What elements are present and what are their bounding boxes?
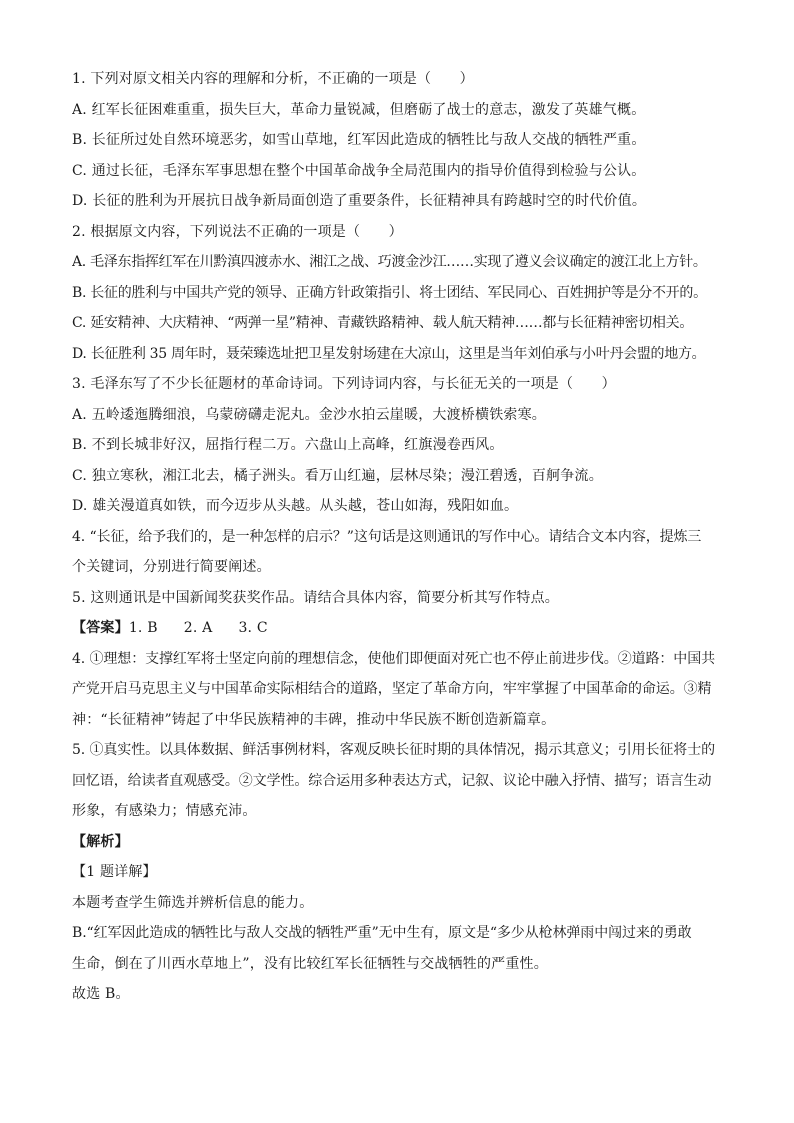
question-3-option-c: C. 独立寒秋，湘江北去，橘子洲头。看万山红遍，层林尽染；漫江碧透，百舸争流。 xyxy=(72,467,603,484)
document-page xyxy=(72,64,724,1010)
question-5-stem: 5. 这则通讯是中国新闻奖获奖作品。请结合具体内容，简要分析其写作特点。 xyxy=(72,589,560,606)
analysis-subheading-1: 【1 题详解】 xyxy=(72,864,157,880)
question-2-stem: 2. 根据原文内容，下列说法不正确的一项是（ ） xyxy=(72,223,403,240)
question-1-option-c: C. 通过长征，毛泽东军事思想在整个中国革命战争全局范围内的指导价值得到检验与公认。 xyxy=(72,162,646,179)
question-2-option-c: C. 延安精神、大庆精神、“两弹一星”精神、青藏铁路精神、载人航天精神……都与长征精神密切相关。 xyxy=(72,315,694,331)
question-2-option-d: D. 长征胜利 35 周年时，聂荣臻选址把卫星发射场建在大凉山，这里是当年刘伯承与小叶丹会盟的地方。 xyxy=(72,345,706,362)
question-3-option-b: B. 不到长城非好汉，屈指行程二万。六盘山上高峰，红旗漫卷西风。 xyxy=(72,437,504,453)
analysis-body-line-2: 生命，倒在了川西水草地上”，没有比较红军长征牺牲与交战牺牲的严重性。 xyxy=(72,955,548,972)
question-1-stem: 1. 下列对原文相关内容的理解和分析，不正确的一项是（ ） xyxy=(72,71,474,87)
answer-5-line-3: 形象，有感染力；情感充沛。 xyxy=(72,803,257,819)
question-1-option-b: B. 长征所过处自然环境恶劣，如雪山草地，红军因此造成的牺牲比与敌人交战的牺牲严重。 xyxy=(72,132,646,148)
answer-4-line-1: 4. ①理想：支撑红军将士坚定向前的理想信念，使他们即便面对死亡也不停止前进步伐。②道路：中国共 xyxy=(72,650,716,667)
answer-4-line-3: 神：“长征精神”铸起了中华民族精神的丰碑，推动中华民族不断创造新篇章。 xyxy=(72,711,556,728)
answer-5-line-2: 回忆语，给读者直观感受。②文学性。综合运用多种表达方式，记叙、议论中融入抒情、描写；语言生动 xyxy=(72,772,712,789)
question-4-stem-line-1: 4. “长征，给予我们的，是一种怎样的启示？”这句话是这则通讯的写作中心。请结合文本内容，提炼三 xyxy=(72,528,702,545)
analysis-label: 【解析】 xyxy=(72,833,129,850)
question-2-option-a: A. 毛泽东指挥红军在川黔滇四渡赤水、湘江之战、巧渡金沙江……实现了遵义会议确定的渡江北上方针。 xyxy=(72,254,707,270)
answer-2: 2. A xyxy=(183,620,213,636)
answer-3: 3. C xyxy=(238,620,268,636)
analysis-body-line-1: B.“红军因此造成的牺牲比与敌人交战的牺牲严重”无中生有，原文是“多少从枪林弹雨中闯过来的勇敢 xyxy=(72,925,692,941)
question-1-option-d: D. 长征的胜利为开展抗日战争新局面创造了重要条件，长征精神具有跨越时空的时代价值。 xyxy=(72,193,647,209)
answer-5-line-1: 5. ①真实性。以具体数据、鲜活事例材料，客观反映长征时期的具体情况，揭示其意义；引用长征将士的 xyxy=(72,742,716,758)
analysis-conclusion: 故选 B。 xyxy=(72,986,130,1002)
question-4-stem-line-2: 个关键词，分别进行简要阐述。 xyxy=(72,559,271,575)
question-3-option-a: A. 五岭逶迤腾细浪，乌蒙磅礴走泥丸。金沙水拍云崖暖，大渡桥横铁索寒。 xyxy=(72,406,547,423)
question-3-option-d: D. 雄关漫道真如铁，而今迈步从头越。从头越，苍山如海，残阳如血。 xyxy=(72,498,519,514)
answer-row xyxy=(72,613,724,644)
question-1-option-a: A. 红军长征困难重重，损失巨大，革命力量锐减，但磨砺了战士的意志，激发了英雄气概。 xyxy=(72,101,646,118)
question-2-option-b: B. 长征的胜利与中国共产党的领导、正确方针政策指引、将士团结、军民同心、百姓拥护等是分不开的。 xyxy=(72,284,707,301)
analysis-intro: 本题考查学生筛选并辨析信息的能力。 xyxy=(72,894,314,911)
answer-label: 【答案】 xyxy=(72,620,129,636)
answer-4-line-2: 产党开启马克思主义与中国革命实际相结合的道路，坚定了革命方向，牢牢掌握了中国革命的命运。③精 xyxy=(72,681,712,697)
question-3-stem: 3. 毛泽东写了不少长征题材的革命诗词。下列诗词内容，与长征无关的一项是（ ） xyxy=(72,376,616,392)
answer-1: 1. B xyxy=(128,620,158,636)
